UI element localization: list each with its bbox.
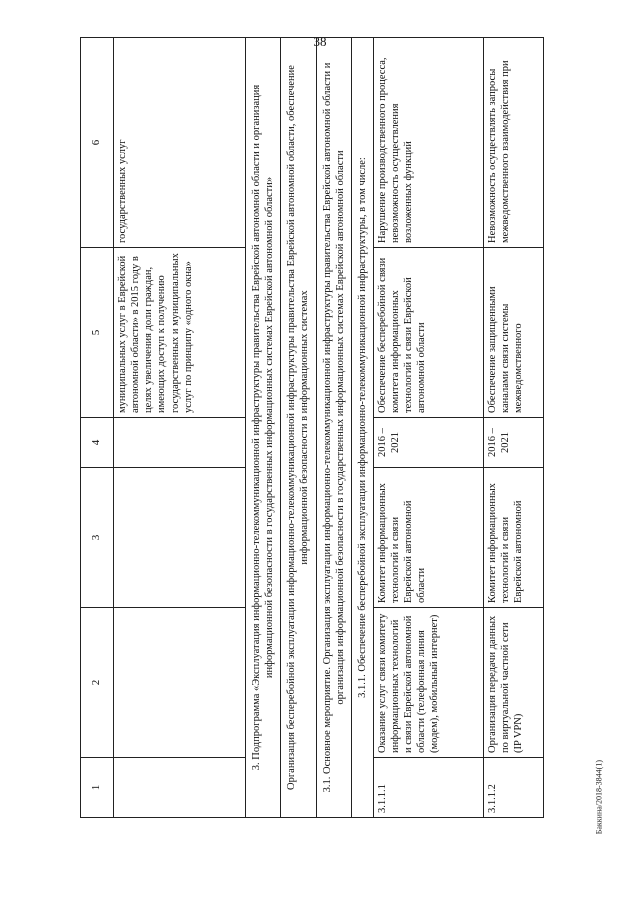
table-cell (114, 758, 246, 818)
page-number: 38 (313, 34, 327, 49)
table-cell (114, 418, 246, 468)
measures-table (80, 37, 544, 818)
continued-consequence-cell: государственных услуг (114, 38, 246, 248)
goal-text: Организация бесперебойной эксплуатации информационно-телекоммуникационной инфраструктуры правительства Еврейской автономной области, обеспечение информационной безопасности в информационных системах (281, 38, 316, 818)
row-period-cell: 2016 – 2021 (483, 418, 543, 468)
header-row (81, 38, 114, 818)
row-consequence-cell: Невозможность осуществлять запросы межведомственного взаимодействия при (483, 38, 543, 248)
subprogram-title: 3. Подпрограмма «Эксплуатация информационно-телекоммуникационной инфраструктуры правительства Еврейской автономной области и организация информационной безопасности в государственных информационных системах Еврейской автономной области» (246, 38, 281, 818)
section-row (351, 38, 373, 818)
header-col-3: 3 (81, 468, 114, 608)
main-activity-text: 3.1. Основное мероприятие. Организация эксплуатации информационно-телекоммуникационной инфраструктуры правительства Еврейской автономной области и организация информационной безопасности в государственных информационных системах Еврейской автономной области (316, 38, 351, 818)
section-row (316, 38, 351, 818)
header-col-5: 5 (81, 248, 114, 418)
row-executor-cell: Комитет информационных технологий и связи Еврейской автономной области (373, 468, 483, 608)
table-cell (114, 468, 246, 608)
row-number-cell: 3.1.1.2 (483, 758, 543, 818)
continued-row (114, 38, 246, 818)
row-number-cell: 3.1.1.1 (373, 758, 483, 818)
table-cell (114, 608, 246, 758)
row-period-cell: 2016 – 2021 (373, 418, 483, 468)
row-result-cell: Обеспечение бесперебойной связи комитета информационных технологий и связи Еврейской автономной области (373, 248, 483, 418)
header-col-4: 4 (81, 418, 114, 468)
row-name-cell: Оказание услуг связи комитету информационных технологий и связи Еврейской автономной области (телефонная линия (модем), мобильный интернет) (373, 608, 483, 758)
header-col-1: 1 (81, 758, 114, 818)
table-row (373, 38, 483, 818)
header-col-6: 6 (81, 38, 114, 248)
continued-result-cell: муниципальных услуг в Еврейской автономной области» в 2015 году в целях увеличения доли граждан, имеющих доступ к получению государственных и муниципальных услуг по принципу «одного окна» (114, 248, 246, 418)
row-result-cell: Обеспечение защищенными каналами связи системы межведомственного (483, 248, 543, 418)
document-footer: Баккина/2018-3844(1) (594, 760, 603, 835)
row-consequence-cell: Нарушение производственного процесса, невозможность осуществления возложенных функций (373, 38, 483, 248)
table-row (483, 38, 543, 818)
rotated-table-page (80, 38, 580, 818)
activity-3-1-1-text: 3.1.1. Обеспечение бесперебойной эксплуатации информационно-телекоммуникационной инфраструктуры, в том числе: (351, 38, 373, 818)
row-executor-cell: Комитет информационных технологий и связи Еврейской автономной (483, 468, 543, 608)
section-row (281, 38, 316, 818)
header-col-2: 2 (81, 608, 114, 758)
section-row (246, 38, 281, 818)
row-name-cell: Организация передачи данных по виртуальной частной сети (IP VPN) (483, 608, 543, 758)
